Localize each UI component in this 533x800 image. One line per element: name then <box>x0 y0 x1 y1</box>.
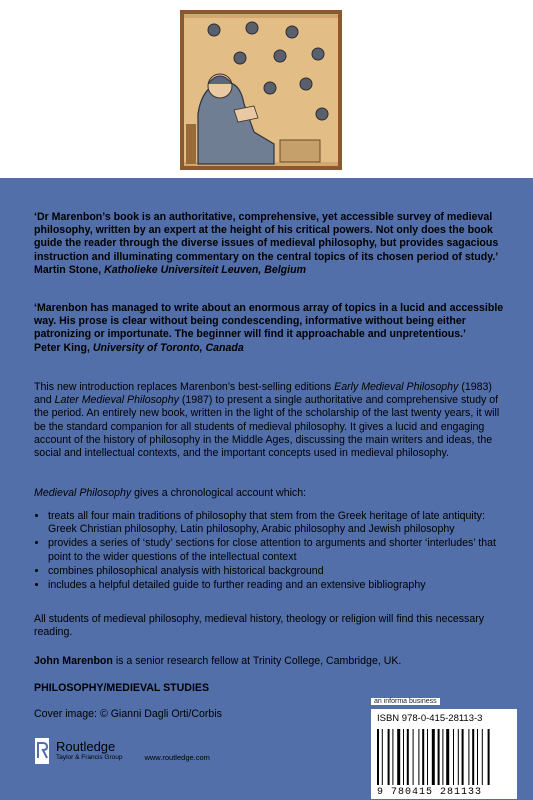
barcode-bar <box>413 729 414 785</box>
bio-text: is a senior research fellow at Trinity College, Cambridge, UK. <box>112 655 402 667</box>
feature-list <box>34 510 509 593</box>
list-item: • provides a series of ‘study’ sections for close attention to arguments and shorter ‘interludes’ that point to the wider questions of the intellectual context <box>48 537 509 563</box>
routledge-logo-icon <box>34 738 50 764</box>
barcode-bar <box>477 729 478 785</box>
book-title: Medieval Philosophy <box>34 487 132 499</box>
quote-stone <box>34 211 509 277</box>
publisher-name: Routledge <box>56 739 116 754</box>
barcode-bar <box>432 729 435 785</box>
scholar-with-stars-image <box>184 14 338 166</box>
barcode-bar <box>472 729 474 785</box>
barcode-bar <box>388 729 390 785</box>
informa-tagline: an informa business <box>371 698 440 705</box>
barcode-bar <box>446 729 449 785</box>
barcode-bar <box>418 729 419 785</box>
book-title: Later Medieval Philosophy <box>54 394 179 407</box>
subject-category: PHILOSOPHY/MEDIEVAL STUDIES <box>34 682 210 694</box>
lead-text: gives a chronological account which: <box>131 487 307 499</box>
intro-text: (1987) to present a single authoritative and comprehensive study of the period. An entirely new book, written in the light of the scholarship of the last twenty years, it will be the standard companion for all students of medieval philosophy. It gives a lucid and engaging account of the history of philosophy in the Middle Ages, discussing the main writers and ideas, the social and intellectual contexts, and the important concepts used in medieval philosophy. <box>34 394 500 460</box>
quote-author: Peter King, <box>34 341 90 354</box>
barcode-bar <box>377 729 379 785</box>
barcode-bar <box>422 729 424 785</box>
quote-affiliation: Katholieke Universiteit Leuven, Belgium <box>104 263 306 276</box>
quote-attribution <box>34 264 509 277</box>
barcode-digits: 9 780415 281133 <box>377 787 483 798</box>
barcode-bar <box>442 729 443 785</box>
quote-text: ‘Dr Marenbon’s book is an authoritative, comprehensive, yet accessible survey of medieval philosophy, written by an expert at the height of his critical powers. Not only does the book guide the reader through the diverse issues of medieval philosophy, but provides sagacious instruction and illuminating commentary on the central topics of its chosen period of study.’ <box>34 211 499 263</box>
publisher-text <box>56 740 122 762</box>
isbn-label: ISBN 978-0-415-28113-3 <box>377 713 483 724</box>
barcode-bar <box>397 729 400 785</box>
isbn-barcode-block <box>371 709 517 799</box>
intro-text: (1983) and <box>34 381 492 407</box>
cover-credit: Cover image: © Gianni Dagli Orti/Corbis <box>34 708 222 720</box>
cover-top <box>0 0 533 178</box>
publisher-logo <box>34 738 210 764</box>
audience-paragraph <box>34 613 509 639</box>
quote-affiliation: University of Toronto, Canada <box>92 341 244 354</box>
barcode-bar <box>438 729 440 785</box>
barcode-bar <box>427 729 428 785</box>
cover-illustration <box>180 10 342 170</box>
publisher-url: www.routledge.com <box>144 752 210 762</box>
author-name: John Marenbon <box>34 655 113 667</box>
quote-king <box>34 302 509 355</box>
quote-attribution <box>34 342 509 355</box>
audience-text: All students of medieval philosophy, medieval history, theology or religion will find this necessary reading. <box>34 613 485 639</box>
author-bio <box>34 655 509 668</box>
list-item: • treats all four main traditions of philosophy that stem from the Greek heritage of late antiquity: Greek Christian philosophy, Latin philosophy, Arabic philosophy and Jewish philosophy <box>48 510 509 536</box>
barcode-bar <box>403 729 404 785</box>
list-item: • includes a helpful detailed guide to further reading and an extensive bibliography <box>48 579 509 592</box>
barcode-bar <box>382 729 383 785</box>
book-title: Early Medieval Philosophy <box>334 381 459 393</box>
barcode-bar <box>468 729 469 785</box>
barcode-bar <box>392 729 393 785</box>
quote-author: Martin Stone, <box>34 263 102 276</box>
intro-paragraph <box>34 381 509 460</box>
chronological-lead <box>34 487 509 500</box>
publisher-group: Taylor & Francis Group <box>56 754 123 761</box>
barcode-bar <box>458 729 459 785</box>
barcode-bar <box>488 729 490 785</box>
list-item: • combines philosophical analysis with historical background <box>48 565 509 578</box>
barcode-bar <box>482 729 483 785</box>
barcode-bar <box>462 729 464 785</box>
barcode-bar <box>453 729 454 785</box>
quote-text: ‘Marenbon has managed to write about an enormous array of topics in a lucid and accessible way. His prose is clear without being condescending, informative without being either patronizing or importunate. The beginner will find it approachable and unpretentious.’ <box>34 302 504 341</box>
barcode-bar <box>407 729 409 785</box>
barcode-image <box>371 729 517 787</box>
intro-text: This new introduction replaces Marenbon’s best-selling editions <box>34 381 335 393</box>
